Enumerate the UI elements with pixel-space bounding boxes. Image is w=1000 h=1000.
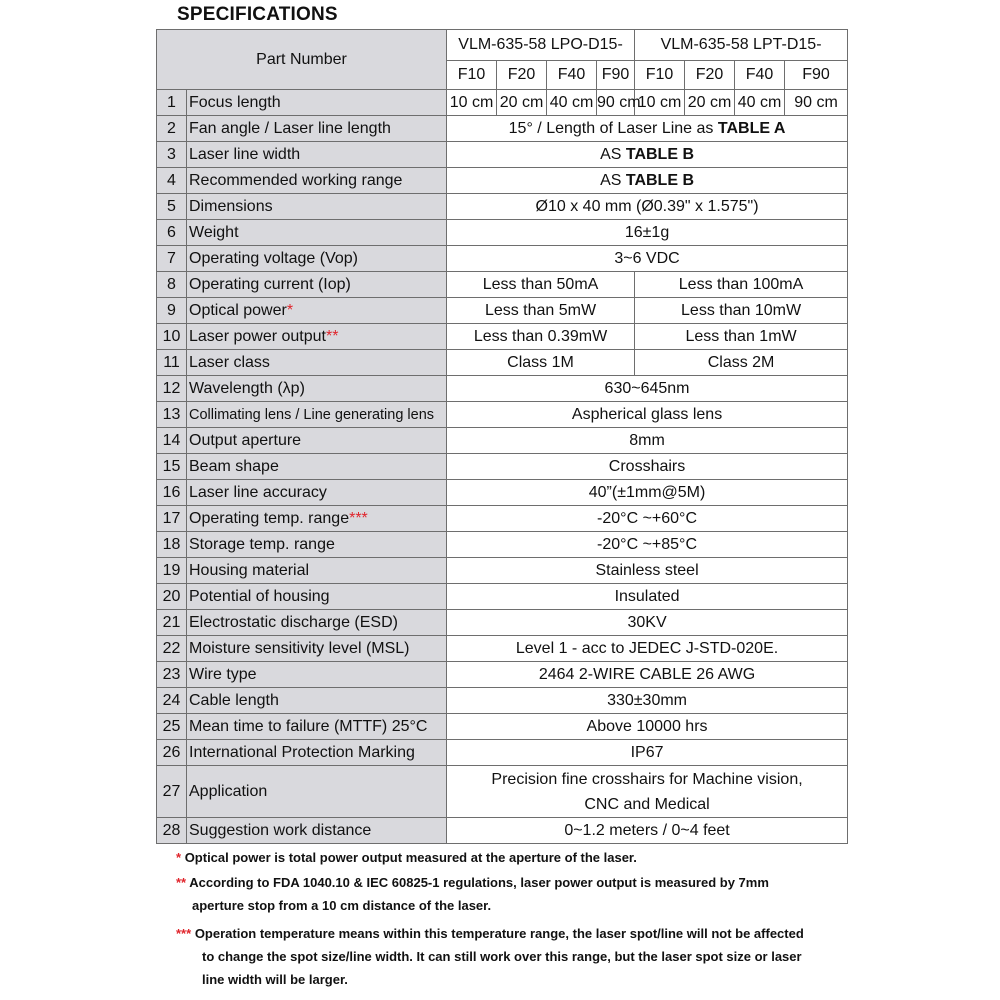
model-lpo-header: VLM-635-58 LPO-D15- [447, 30, 635, 61]
focus-length-value: 90 cm [785, 90, 848, 116]
spec-row [157, 558, 848, 584]
spec-row [157, 662, 848, 688]
row-label: Laser line accuracy [187, 480, 447, 506]
value-lpt: Class 2M [635, 350, 848, 376]
value-lpo: Less than 5mW [447, 298, 635, 324]
specifications-table [156, 29, 848, 844]
row-label: Storage temp. range [187, 532, 447, 558]
row-number: 22 [157, 636, 187, 662]
row-number: 7 [157, 246, 187, 272]
footnote-optical-power: * Optical power is total power output measured at the aperture of the laser. [176, 850, 637, 865]
row-number: 14 [157, 428, 187, 454]
spec-row [157, 480, 848, 506]
row-number: 20 [157, 584, 187, 610]
value-cell: 16±1g [447, 220, 848, 246]
focus-length-value: 20 cm [497, 90, 547, 116]
row-number: 2 [157, 116, 187, 142]
spec-row [157, 324, 848, 350]
row-label: Suggestion work distance [187, 818, 447, 844]
row-label: Laser power output** [187, 324, 447, 350]
value-lpo: Class 1M [447, 350, 635, 376]
row-label: Recommended working range [187, 168, 447, 194]
row-label: Optical power* [187, 298, 447, 324]
footnote-mark: ** [325, 327, 339, 345]
value-cell: 8mm [447, 428, 848, 454]
row-number: 6 [157, 220, 187, 246]
spec-row [157, 428, 848, 454]
footnote-laser-power: ** According to FDA 1040.10 & IEC 60825-1 regulations, laser power output is measured by 7mm aperture stop from a 10 cm distance of the laser. [176, 875, 769, 913]
row-number: 10 [157, 324, 187, 350]
value-cell: Level 1 - acc to JEDEC J-STD-020E. [447, 636, 848, 662]
row-label: Collimating lens / Line generating lens [187, 402, 447, 428]
row-number: 19 [157, 558, 187, 584]
row-label: Mean time to failure (MTTF) 25°C [187, 714, 447, 740]
row-label: Fan angle / Laser line length [187, 116, 447, 142]
row-number: 24 [157, 688, 187, 714]
variant-cell: F20 [685, 61, 735, 90]
value-cell: Precision fine crosshairs for Machine vision, CNC and Medical [447, 766, 848, 818]
row-label: Dimensions [187, 194, 447, 220]
row-label: Cable length [187, 688, 447, 714]
row-number: 11 [157, 350, 187, 376]
row-number: 15 [157, 454, 187, 480]
row-label: Laser class [187, 350, 447, 376]
spec-row [157, 246, 848, 272]
value-cell: Above 10000 hrs [447, 714, 848, 740]
spec-row [157, 272, 848, 298]
model-lpt-header: VLM-635-58 LPT-D15- [635, 30, 848, 61]
value-cell: Ø10 x 40 mm (Ø0.39" x 1.575") [447, 194, 848, 220]
value-cell: IP67 [447, 740, 848, 766]
focus-length-value: 40 cm [735, 90, 785, 116]
spec-row [157, 454, 848, 480]
row-number: 13 [157, 402, 187, 428]
spec-row [157, 298, 848, 324]
value-cell: 30KV [447, 610, 848, 636]
row-number: 17 [157, 506, 187, 532]
value-cell: 330±30mm [447, 688, 848, 714]
spec-row [157, 766, 848, 818]
focus-length-value: 10 cm [635, 90, 685, 116]
spec-row [157, 142, 848, 168]
row-label: Wavelength (λp) [187, 376, 447, 402]
value-cell: AS TABLE B [447, 168, 848, 194]
row-label: Application [187, 766, 447, 818]
row-number: 12 [157, 376, 187, 402]
value-cell: Stainless steel [447, 558, 848, 584]
row-number: 4 [157, 168, 187, 194]
row-label: Operating temp. range*** [187, 506, 447, 532]
spec-row [157, 506, 848, 532]
value-cell: Insulated [447, 584, 848, 610]
row-label: Laser line width [187, 142, 447, 168]
spec-row [157, 818, 848, 844]
variant-cell: F90 [785, 61, 848, 90]
spec-row [157, 116, 848, 142]
row-number: 21 [157, 610, 187, 636]
value-cell: Aspherical glass lens [447, 402, 848, 428]
footnote-operation-temperature: *** Operation temperature means within this temperature range, the laser spot/line will not be affected to change the spot size/line width. It can still work over this range, but the laser spot size or laser line width will be larger. [176, 926, 804, 987]
row-label: Operating current (Iop) [187, 272, 447, 298]
part-number-header: Part Number [157, 30, 447, 90]
row-label: Housing material [187, 558, 447, 584]
value-cell: 40”(±1mm@5M) [447, 480, 848, 506]
spec-row [157, 402, 848, 428]
focus-length-value: 10 cm [447, 90, 497, 116]
row-number: 1 [157, 90, 187, 116]
value-lpt: Less than 10mW [635, 298, 848, 324]
value-cell: 2464 2-WIRE CABLE 26 AWG [447, 662, 848, 688]
focus-length-value: 20 cm [685, 90, 735, 116]
spec-row [157, 714, 848, 740]
spec-row [157, 532, 848, 558]
value-lpo: Less than 0.39mW [447, 324, 635, 350]
variant-cell: F90 [597, 61, 635, 90]
value-lpt: Less than 1mW [635, 324, 848, 350]
variant-cell: F10 [635, 61, 685, 90]
row-number: 5 [157, 194, 187, 220]
spec-row [157, 610, 848, 636]
value-lpo: Less than 50mA [447, 272, 635, 298]
footnote-mark: * [286, 301, 294, 319]
spec-row [157, 636, 848, 662]
row-number: 26 [157, 740, 187, 766]
row-number: 8 [157, 272, 187, 298]
row-label: Electrostatic discharge (ESD) [187, 610, 447, 636]
row-label: Output aperture [187, 428, 447, 454]
row-label: Moisture sensitivity level (MSL) [187, 636, 447, 662]
value-cell: -20°C ~+85°C [447, 532, 848, 558]
variant-cell: F40 [735, 61, 785, 90]
row-number: 3 [157, 142, 187, 168]
row-number: 23 [157, 662, 187, 688]
footnote-mark: *** [349, 509, 368, 527]
value-cell: 0~1.2 meters / 0~4 feet [447, 818, 848, 844]
value-cell: 630~645nm [447, 376, 848, 402]
row-label: International Protection Marking [187, 740, 447, 766]
spec-row [157, 90, 848, 116]
value-cell: 3~6 VDC [447, 246, 848, 272]
variant-cell: F10 [447, 61, 497, 90]
value-cell: 15° / Length of Laser Line as TABLE A [447, 116, 848, 142]
row-label: Weight [187, 220, 447, 246]
spec-row [157, 740, 848, 766]
value-cell: Crosshairs [447, 454, 848, 480]
row-number: 27 [157, 766, 187, 818]
row-label: Beam shape [187, 454, 447, 480]
spec-row [157, 350, 848, 376]
spec-row [157, 220, 848, 246]
row-number: 16 [157, 480, 187, 506]
spec-row [157, 376, 848, 402]
row-label: Wire type [187, 662, 447, 688]
row-number: 28 [157, 818, 187, 844]
value-cell: AS TABLE B [447, 142, 848, 168]
variant-cell: F20 [497, 61, 547, 90]
page-title: SPECIFICATIONS [177, 4, 338, 25]
spec-row [157, 168, 848, 194]
row-label: Potential of housing [187, 584, 447, 610]
spec-row [157, 584, 848, 610]
focus-length-value: 90 cm [597, 90, 635, 116]
spec-row [157, 688, 848, 714]
focus-length-value: 40 cm [547, 90, 597, 116]
value-cell: -20°C ~+60°C [447, 506, 848, 532]
row-number: 25 [157, 714, 187, 740]
row-label: Focus length [187, 90, 447, 116]
spec-row [157, 194, 848, 220]
row-number: 9 [157, 298, 187, 324]
row-label: Operating voltage (Vop) [187, 246, 447, 272]
variant-cell: F40 [547, 61, 597, 90]
row-number: 18 [157, 532, 187, 558]
value-lpt: Less than 100mA [635, 272, 848, 298]
